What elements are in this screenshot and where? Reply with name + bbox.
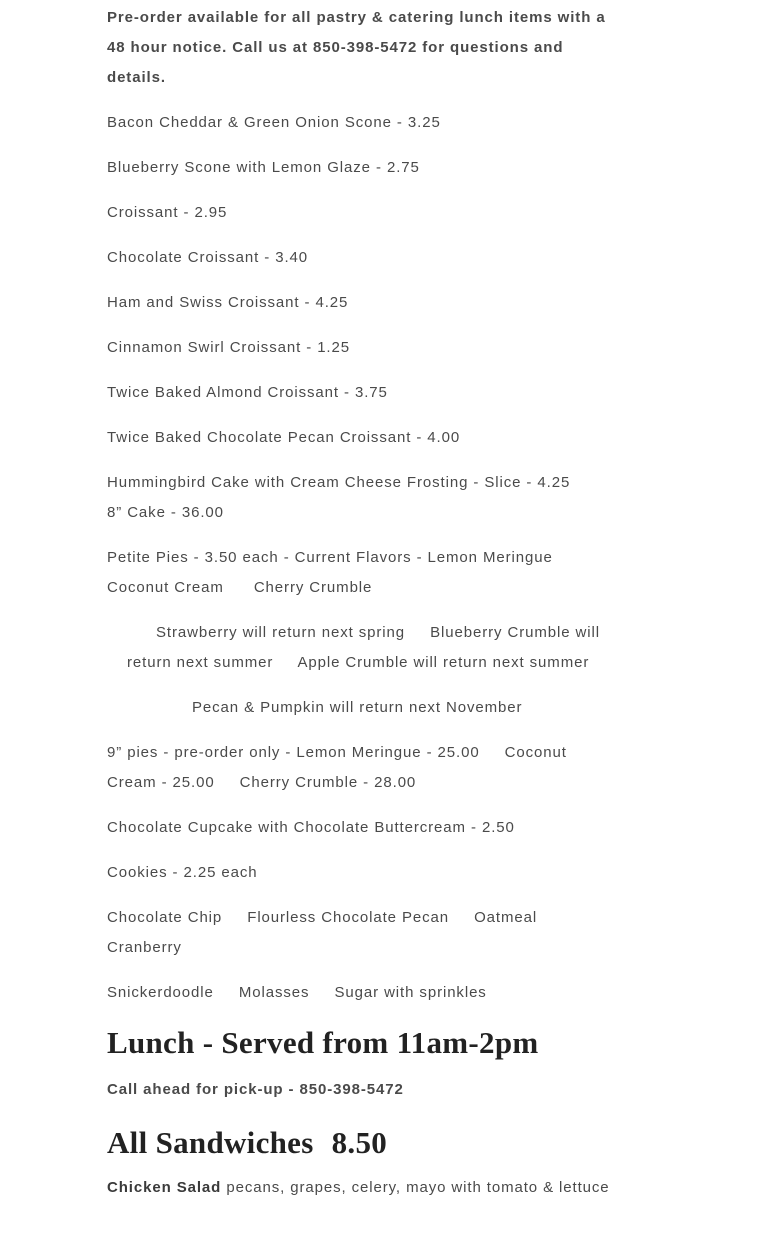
- preorder-notice: Pre-order available for all pastry & catering lunch items with a 48 hour notice. Call us at 850-398-5472 for questions and details.: [107, 9, 606, 86]
- menu-item: Chocolate Croissant - 3.40: [107, 249, 308, 266]
- menu-item: Blueberry Scone with Lemon Glaze - 2.75: [107, 159, 420, 176]
- petite-pies-returning-2: [107, 693, 612, 723]
- cookies-title: Cookies - 2.25 each: [107, 864, 258, 881]
- petite-pie-flavor: Cherry Crumble: [253, 579, 373, 596]
- menu-content: [107, 3, 612, 1218]
- return-note: Apple Crumble will return next summer: [297, 654, 590, 671]
- cookie-flavor: Molasses: [238, 984, 310, 1001]
- return-note: Strawberry will return next spring: [156, 624, 406, 641]
- sandwich-name: Chicken Salad: [107, 1179, 222, 1196]
- menu-item: Twice Baked Almond Croissant - 3.75: [107, 384, 388, 401]
- petite-pies-returning: [107, 618, 612, 678]
- menu-item: Croissant - 2.95: [107, 204, 228, 221]
- return-note: return next summer: [127, 654, 274, 671]
- cake-slice: Hummingbird Cake with Cream Cheese Frosting - Slice - 4.25: [107, 474, 571, 491]
- cookie-flavor: Sugar with sprinkles: [334, 984, 487, 1001]
- pie-option: Cherry Crumble - 28.00: [239, 774, 417, 791]
- menu-item: Cinnamon Swirl Croissant - 1.25: [107, 339, 350, 356]
- petite-pie-flavor: Coconut Cream: [107, 579, 224, 596]
- cookie-flavor: Oatmeal: [474, 909, 538, 926]
- nine-inch-pies: [107, 738, 612, 798]
- cookie-flavor: Cranberry: [107, 939, 182, 956]
- sandwich-description: pecans, grapes, celery, mayo with tomato & lettuce: [226, 1179, 610, 1196]
- return-note: Pecan & Pumpkin will return next November: [192, 699, 523, 716]
- menu-item: Chocolate Cupcake with Chocolate Buttercream - 2.50: [107, 819, 515, 836]
- menu-item: Twice Baked Chocolate Pecan Croissant - 4.00: [107, 429, 461, 446]
- menu-item: Bacon Cheddar & Green Onion Scone - 3.25: [107, 114, 441, 131]
- petite-pies: [107, 543, 612, 603]
- pie-option: 9” pies - pre-order only - Lemon Meringue - 25.00: [107, 744, 480, 761]
- cookie-flavors-2: [107, 978, 612, 1008]
- sandwiches-heading: [107, 1123, 612, 1163]
- petite-pies-intro: Petite Pies - 3.50 each - Current Flavors - Lemon Meringue: [107, 549, 553, 566]
- cookie-flavor: Flourless Chocolate Pecan: [247, 909, 450, 926]
- cake-whole: 8” Cake - 36.00: [107, 504, 224, 521]
- cake-item: [107, 468, 612, 528]
- cookie-flavor: Chocolate Chip: [107, 909, 223, 926]
- sandwiches-title: All Sandwiches: [107, 1125, 314, 1160]
- call-ahead-note: Call ahead for pick-up - 850-398-5472: [107, 1081, 404, 1098]
- sandwich-item: [107, 1173, 612, 1203]
- pie-option: Cream - 25.00: [107, 774, 215, 791]
- return-note: Blueberry Crumble will: [430, 624, 600, 641]
- pie-option: Coconut: [504, 744, 567, 761]
- menu-item: Ham and Swiss Croissant - 4.25: [107, 294, 349, 311]
- lunch-heading: Lunch - Served from 11am-2pm: [107, 1025, 539, 1060]
- sandwiches-price: 8.50: [331, 1125, 388, 1160]
- cookie-flavor: Snickerdoodle: [107, 984, 214, 1001]
- cookie-flavors: [107, 903, 612, 963]
